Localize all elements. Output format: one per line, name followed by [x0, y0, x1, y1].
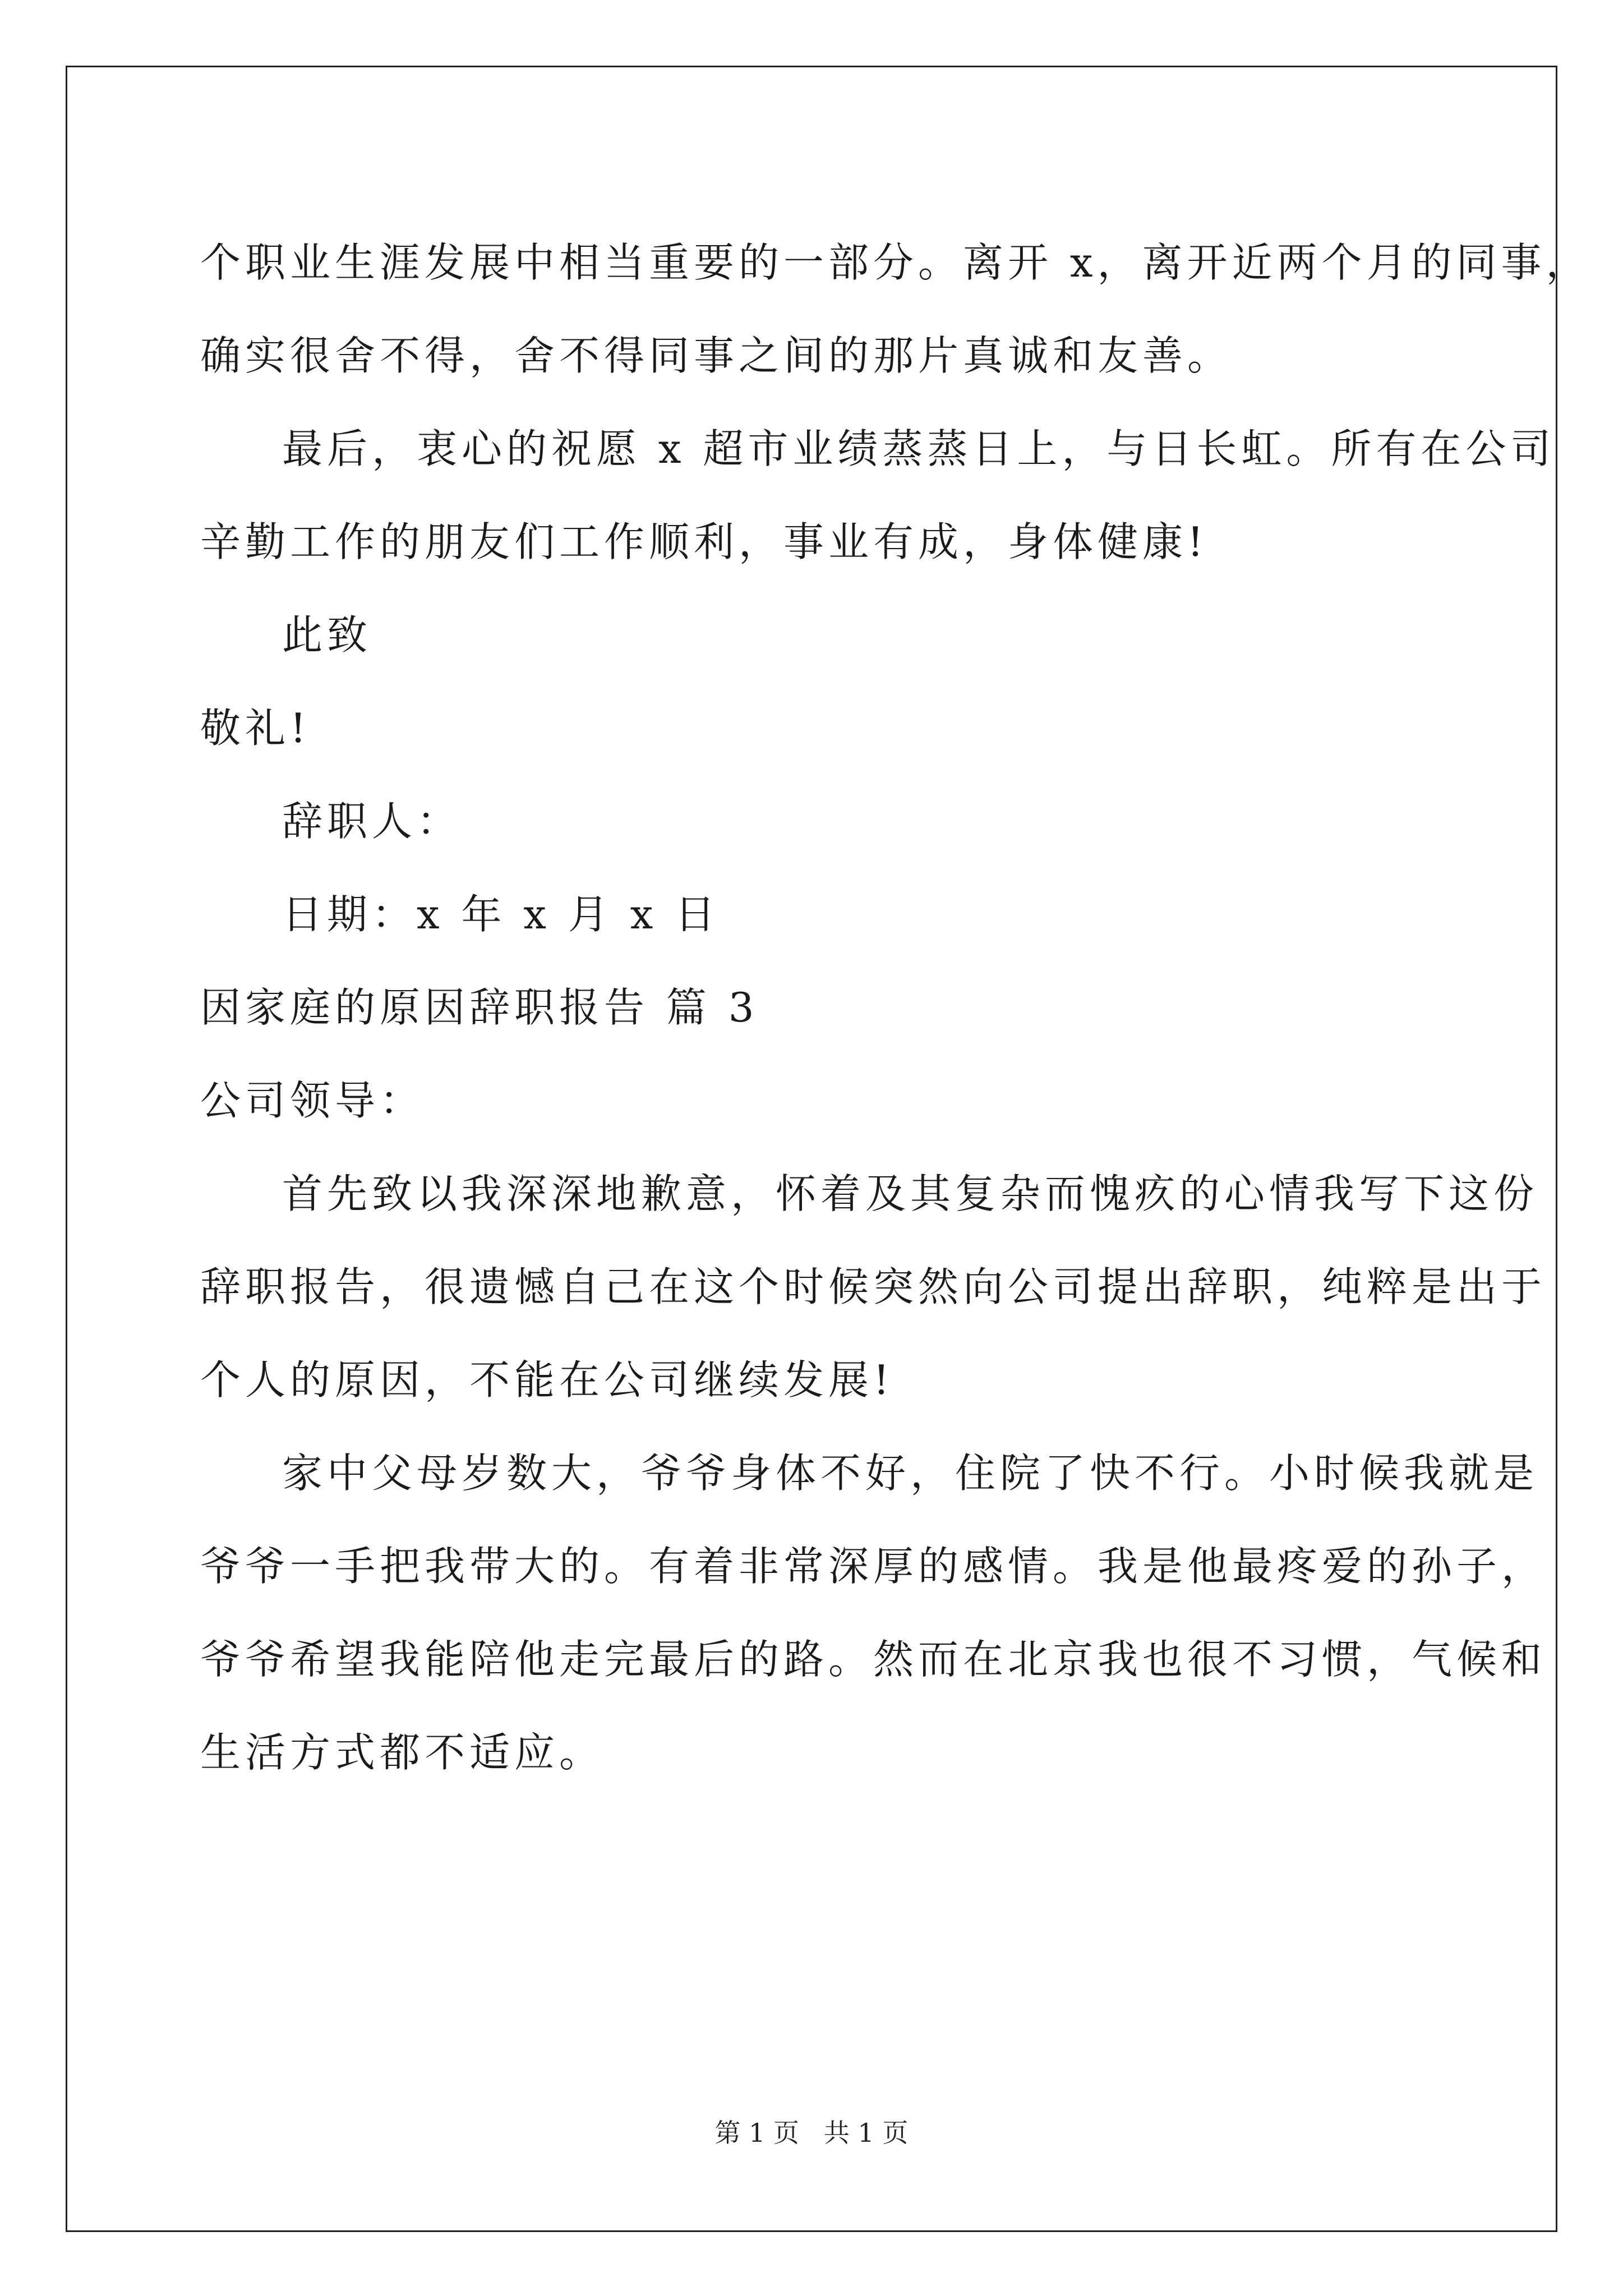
text-line: 辞职报告，很遗憾自己在这个时候突然向公司提出辞职，纯粹是出于	[200, 1263, 1547, 1310]
text-line: 个职业生涯发展中相当重要的一部分。离开 x，离开近两个月的同事，	[200, 239, 1591, 286]
text-line: 生活方式都不适应。	[200, 1729, 605, 1776]
closing-salutation: 此致	[282, 611, 372, 659]
section-heading: 因家庭的原因辞职报告 篇 3	[200, 984, 759, 1031]
signature-label: 辞职人：	[282, 798, 462, 845]
document-body	[200, 216, 1591, 1799]
text-line: 首先致以我深深地歉意，怀着及其复杂而愧疚的心情我写下这份	[282, 1170, 1539, 1217]
text-line: 家中父母岁数大，爷爷身体不好，住院了快不行。小时候我就是	[282, 1450, 1539, 1497]
page-footer	[0, 2116, 1623, 2150]
text-line: 爷爷一手把我带大的。有着非常深厚的感情。我是他最疼爱的孙子，	[200, 1543, 1547, 1590]
text-line: 个人的原因，不能在公司继续发展!	[200, 1356, 894, 1404]
text-line: 最后，衷心的祝愿 x 超市业绩蒸蒸日上，与日长虹。所有在公司	[282, 425, 1556, 472]
date-line: 日期：x 年 x 月 x 日	[282, 891, 720, 938]
recipient-line: 公司领导：	[200, 1077, 425, 1124]
text-line: 爷爷希望我能陪他走完最后的路。然而在北京我也很不习惯，气候和	[200, 1636, 1547, 1683]
closing-regards: 敬礼!	[200, 705, 311, 752]
text-line: 辛勤工作的朋友们工作顺利，事业有成，身体健康!	[200, 518, 1208, 565]
page-number: 第 1 页 共 1 页	[714, 2118, 909, 2148]
text-line: 确实很舍不得，舍不得同事之间的那片真诚和友善。	[200, 332, 1233, 379]
